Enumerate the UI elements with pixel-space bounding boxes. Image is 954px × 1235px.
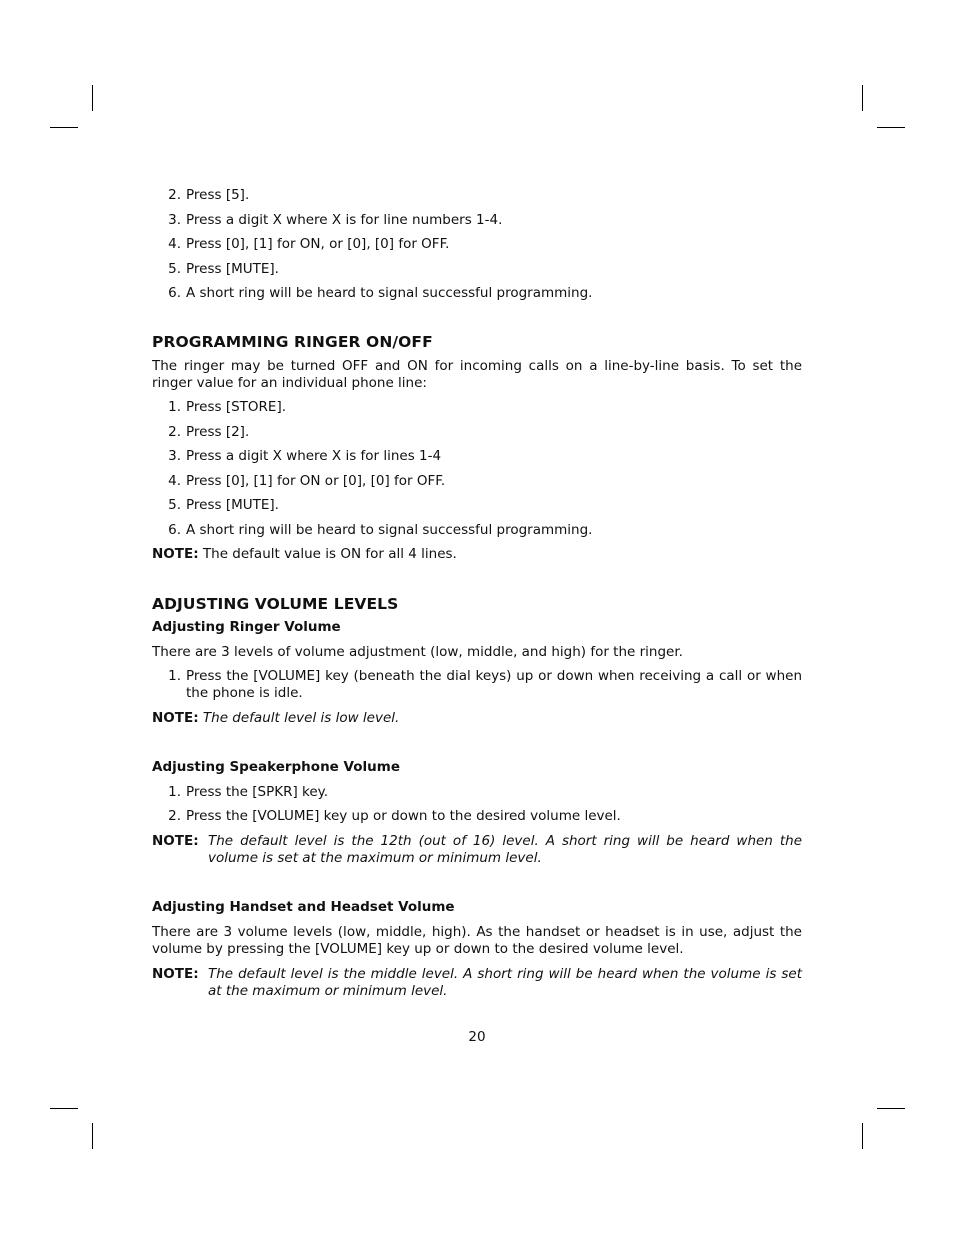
- note-label: NOTE:: [152, 709, 199, 726]
- step-text: Press the [SPKR] key.: [186, 783, 329, 800]
- list-item: [152, 285, 802, 302]
- note-text: The default level is the middle level. A short ring will be heard when the volume is set at the maximum or minimum level.: [208, 965, 802, 999]
- crop-mark-bottom-right-horizontal: [877, 1108, 905, 1109]
- crop-mark-bottom-left-horizontal: [50, 1108, 78, 1109]
- step-number: 6.: [168, 285, 181, 301]
- step-text: Press [STORE].: [186, 399, 286, 415]
- step-text: Press the [VOLUME] key (beneath the dial keys) up or down when receiving a call or when the phone is idle.: [186, 668, 802, 701]
- step-number: 1.: [168, 399, 181, 415]
- page-content: [152, 187, 802, 1000]
- crop-mark-top-left-vertical: [92, 85, 93, 111]
- crop-mark-bottom-right-vertical: [862, 1123, 863, 1149]
- ringer-volume-note: [152, 710, 802, 727]
- ringer-volume-intro: There are 3 levels of volume adjustment (low, middle, and high) for the ringer.: [152, 644, 683, 660]
- step-number: 2.: [168, 808, 181, 824]
- step-text: A short ring will be heard to signal successful programming.: [186, 285, 593, 301]
- note-label: NOTE:: [152, 965, 199, 982]
- ringer-steps-list: [152, 399, 802, 539]
- ringer-intro: The ringer may be turned OFF and ON for incoming calls on a line-by-line basis. To set the ringer value for an individual phone line:: [152, 358, 802, 391]
- subheading-ringer-volume: Adjusting Ringer Volume: [152, 619, 341, 635]
- step-text: A short ring will be heard to signal successful programming.: [186, 521, 593, 538]
- page-number: 20: [468, 1029, 486, 1045]
- step-number: 4.: [168, 236, 181, 252]
- crop-mark-bottom-left-vertical: [92, 1123, 93, 1149]
- note-text: The default level is low level.: [202, 709, 400, 726]
- ringer-note: [152, 546, 802, 563]
- subheading-speakerphone-volume: Adjusting Speakerphone Volume: [152, 758, 400, 775]
- list-item: [152, 236, 802, 253]
- section-heading-ringer: PROGRAMMING RINGER ON/OFF: [152, 333, 433, 351]
- list-item: [152, 473, 802, 490]
- list-item: [152, 522, 802, 539]
- step-number: 1.: [168, 668, 181, 684]
- list-item: [152, 261, 802, 278]
- crop-mark-top-right-vertical: [862, 85, 863, 111]
- step-number: 3.: [168, 211, 181, 228]
- list-item: [152, 808, 802, 825]
- step-number: 2.: [168, 187, 181, 203]
- crop-mark-top-right-horizontal: [877, 127, 905, 128]
- ringer-volume-steps-list: [152, 668, 802, 702]
- step-text: Press the [VOLUME] key up or down to the desired volume level.: [186, 808, 621, 824]
- step-number: 5.: [168, 260, 181, 277]
- list-item: [152, 497, 802, 514]
- step-number: 4.: [168, 472, 181, 489]
- note-label: NOTE:: [152, 546, 199, 562]
- step-text: Press [0], [1] for ON or [0], [0] for OFF.: [186, 472, 446, 489]
- step-number: 3.: [168, 448, 181, 464]
- step-text: Press [0], [1] for ON, or [0], [0] for OFF.: [186, 236, 450, 252]
- speakerphone-steps-list: [152, 784, 802, 826]
- note-label: NOTE:: [152, 832, 199, 849]
- step-number: 6.: [168, 521, 181, 538]
- section-heading-volume: ADJUSTING VOLUME LEVELS: [152, 595, 399, 613]
- step-text: Press [5].: [186, 187, 250, 203]
- list-item: [152, 784, 802, 801]
- note-text: The default value is ON for all 4 lines.: [202, 546, 457, 562]
- list-item: [152, 187, 802, 204]
- list-item: [152, 448, 802, 465]
- list-item: [152, 399, 802, 416]
- list-item: [152, 424, 802, 441]
- step-text: Press a digit X where X is for line numbers 1-4.: [186, 211, 503, 228]
- step-text: Press [MUTE].: [186, 497, 279, 513]
- note-text: The default level is the 12th (out of 16) level. A short ring will be heard when the volume is set at the maximum or minimum level.: [208, 832, 802, 866]
- step-text: Press [MUTE].: [186, 260, 279, 277]
- subheading-handset-volume: Adjusting Handset and Headset Volume: [152, 898, 455, 915]
- step-text: Press [2].: [186, 423, 250, 440]
- list-item: [152, 668, 802, 702]
- step-number: 2.: [168, 423, 181, 440]
- continued-steps-list: [152, 187, 802, 302]
- speakerphone-note: [152, 833, 802, 867]
- handset-volume-intro: There are 3 volume levels (low, middle, high). As the handset or headset is in use, adjust the volume by pressing the [VOLUME] key up or down to the desired volume level.: [152, 923, 802, 957]
- crop-mark-top-left-horizontal: [50, 127, 78, 128]
- step-number: 1.: [168, 783, 181, 800]
- step-text: Press a digit X where X is for lines 1-4: [186, 448, 442, 464]
- step-number: 5.: [168, 497, 181, 513]
- handset-note: [152, 966, 802, 1000]
- list-item: [152, 212, 802, 229]
